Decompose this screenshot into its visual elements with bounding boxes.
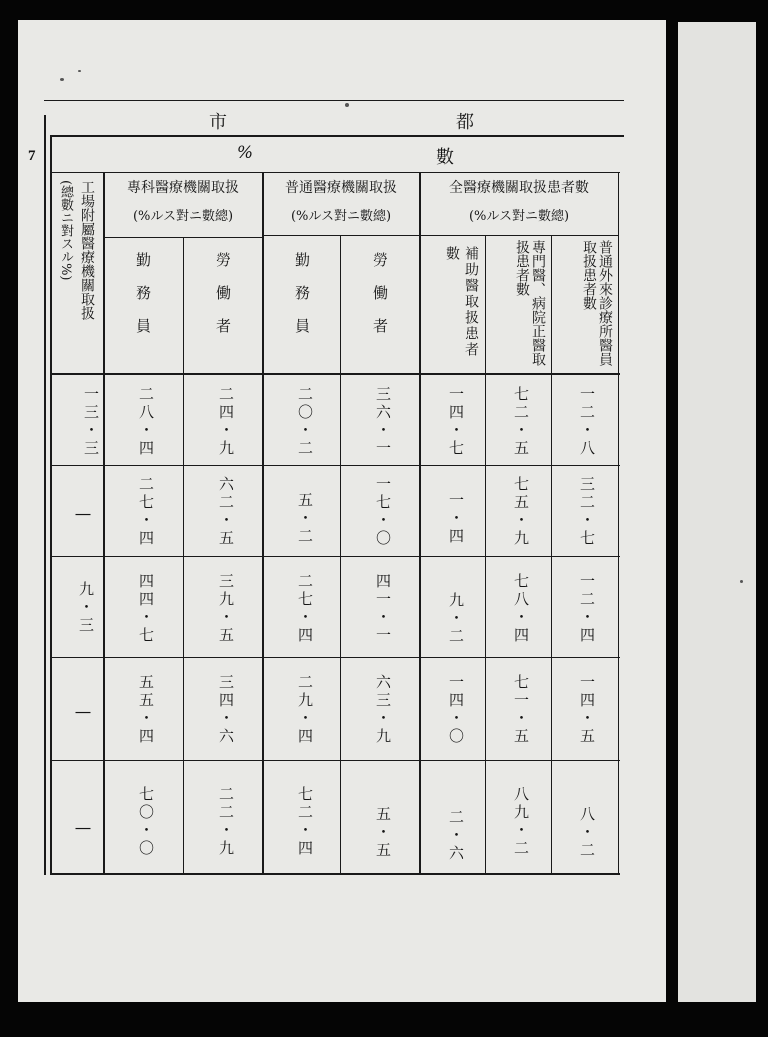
factory-header-title: 工場附屬醫療機關取扱	[79, 180, 95, 320]
subheader-clerk-2: 勤務員	[293, 252, 311, 351]
rule-2	[50, 172, 620, 173]
table-cell: 七〇・〇	[137, 786, 155, 858]
page-number: 7	[28, 148, 36, 164]
table-cell: 九・二	[447, 592, 465, 646]
table-cell: 五・五	[374, 806, 392, 860]
subheader-outpatient: 普通外來診療所醫員取扱患者數	[581, 240, 613, 366]
table-cell: 四四・七	[137, 573, 155, 645]
table-cell: 一・四	[447, 492, 465, 546]
table-cell: 二八・四	[137, 386, 155, 458]
table-cell: 七八・四	[512, 573, 530, 645]
table-cell: 一四・〇	[447, 674, 465, 746]
speck	[60, 78, 64, 81]
table-cell: 五・二	[296, 492, 314, 546]
speck	[78, 70, 81, 72]
group-header-all: 全醫療機關取扱患者數	[449, 180, 589, 196]
header-capital: 都	[456, 112, 474, 133]
header-percent: %	[236, 143, 254, 163]
group-header-specialist-note: (%ルス對ニ數總)	[132, 209, 234, 224]
adjacent-page-strip	[678, 22, 756, 1002]
table-cell: 六三・九	[374, 674, 392, 746]
factory-header-note: (總數ニ對スル%)	[58, 180, 73, 281]
table-cell: 一七・〇	[374, 476, 392, 548]
table-cell: 六二・五	[217, 476, 235, 548]
rule-header-bottom	[50, 373, 620, 375]
table-cell: 三二・七	[578, 476, 596, 548]
table-cell: 一四・五	[578, 674, 596, 746]
left-border	[44, 115, 46, 875]
header-city: 市	[209, 112, 227, 133]
table-cell: 二七・四	[137, 476, 155, 548]
table-cell: 二二・九	[217, 786, 235, 858]
top-rule	[44, 100, 624, 101]
table-cell: 二四・九	[217, 386, 235, 458]
table-cell: 三四・六	[217, 674, 235, 746]
left-border-inner	[50, 135, 52, 875]
rule-sub-right	[262, 235, 618, 236]
table-cell: 二七・四	[296, 573, 314, 645]
group-header-specialist: 專科醫療機關取扱	[127, 180, 239, 196]
table-cell: |	[75, 511, 93, 521]
rule-row1	[50, 465, 620, 466]
group-header-general-note: (%ルス對ニ數總)	[290, 209, 392, 224]
table-cell: 三九・五	[217, 573, 235, 645]
table-cell: 七一・五	[512, 674, 530, 746]
group-header-all-note: (%ルス對ニ數總)	[468, 209, 570, 224]
table-cell: 八・二	[578, 806, 596, 860]
col-line	[183, 237, 184, 875]
table-cell: 七五・九	[512, 476, 530, 548]
table-cell: 七二・五	[512, 386, 530, 458]
subheader-specialist-hospital: 專門醫、病院正醫取扱患者數	[514, 240, 546, 366]
table-cell: 四一・一	[374, 573, 392, 645]
table-cell: 九・三	[77, 581, 95, 635]
table-cell: 一二・八	[578, 386, 596, 458]
table-cell: 八九・二	[512, 786, 530, 858]
subheader-assistant: 補助醫取扱患者數	[444, 246, 479, 358]
table-cell: 五五・四	[137, 674, 155, 746]
rule-row4	[50, 760, 620, 761]
table-cell: 一三・三	[82, 386, 100, 458]
table-cell: 一四・七	[447, 386, 465, 458]
speck	[345, 103, 349, 107]
rule-row3	[50, 657, 620, 658]
col-line	[340, 235, 341, 875]
rule-1	[50, 135, 624, 137]
col-line	[262, 172, 264, 875]
table-cell: 七二・四	[296, 786, 314, 858]
table-cell: 一二・四	[578, 573, 596, 645]
subheader-worker-2: 勞働者	[371, 252, 389, 351]
col-line	[618, 172, 619, 875]
table-cell: |	[75, 709, 93, 719]
table-cell: 三六・一	[374, 386, 392, 458]
group-header-general: 普通醫療機關取扱	[285, 180, 397, 196]
table-cell: 二〇・二	[296, 386, 314, 458]
table-cell: 二・六	[447, 809, 465, 863]
document-page	[18, 20, 666, 1002]
subheader-worker-1: 勞働者	[214, 252, 232, 351]
table-cell: 二九・四	[296, 674, 314, 746]
table-cell: |	[75, 825, 93, 835]
subheader-clerk-1: 勤務員	[134, 252, 152, 351]
header-count: 數	[436, 147, 454, 168]
speck	[740, 580, 743, 583]
rule-row2	[50, 556, 620, 557]
rule-bottom	[50, 873, 620, 875]
col-line	[103, 172, 105, 875]
